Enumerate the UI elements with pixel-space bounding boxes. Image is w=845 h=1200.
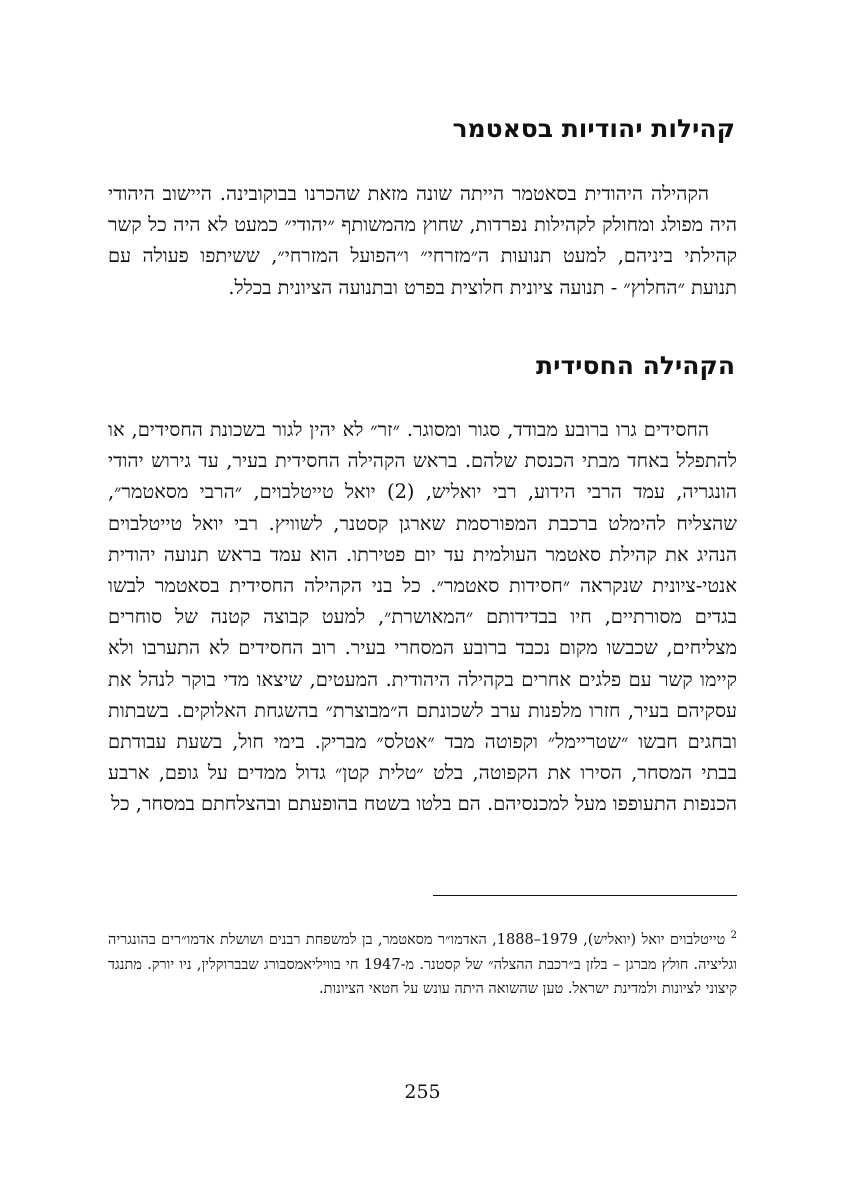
footnote-separator bbox=[433, 895, 737, 896]
paragraph-jewish-community bbox=[108, 178, 737, 303]
section-heading-jewish-communities: קהילות יהודיות בסאטמר bbox=[452, 114, 735, 143]
footnote bbox=[108, 928, 737, 1002]
page-number: 255 bbox=[404, 1081, 441, 1103]
footnote-marker: 2 bbox=[730, 930, 738, 942]
section-heading-hasidic-community: הקהילה החסידית bbox=[536, 351, 735, 380]
paragraph-hasidic-community-text: החסידים גרו ברובע מבודד, סגור ומסוגר. ״זר״ לא יהין לגור בשכונת החסידים, או להתפלל באחד מבתי הכנסת שלהם. בראש הקהילה החסידית בעיר, עד גירוש יהודי הונגריה, עמד הרבי הידוע, רבי יואליש, (2) יואל טייטלבוים, ״הרבי מסאטמר״, שהצליח להימלט ברכבת המפורסמת שארגן קסטנר, לשוויץ. רבי יואל טייטלבוים הנהיג את קהילת סאטמר העולמית עד יום פטירתו. הוא עמד בראש תנועה יהודית אנטי-ציונית שנקראה ״חסידות סאטמר״. כל בני הקהילה החסידית בסאטמר לבשו בגדים מסורתיים, חיו בבדידותם ״המאושרת״, למעט קבוצה קטנה של סוחרים מצליחים, שכבשו מקום נכבד ברובע המסחרי בעיר. רוב החסידים לא התערבו ולא קיימו קשר עם פלגים אחרים בקהילה היהודית. המעטים, שיצאו מדי בוקר לנהל את עסקיהם בעיר, חזרו מלפנות ערב לשכונתם ה״מבוצרת״ בהשגחת האלוקים. בשבתות ובחגים חבשו ״שטריימל״ וקפוטה מבד ״אטלס״ מבריק. בימי חול, בשעת עבודתם בבתי המסחר, הסירו את הקפוטה, בלט ״טלית קטן״ גדול ממדים על גופם, ארבע הכנפות התעופפו מעל למכנסיהם. הם בלטו בשטח בהופעתם ובהצלחתם במסחר, כל bbox=[108, 418, 738, 816]
footnote-text: טייטלבוים יואל (יואליש), 1979–1888, האדמו״ר מסאטמר, בן למשפחת רבנים ושושלת אדמו״רים בהונגריה וגליציה. חולץ מברגן – בלזן ב״רכבת ההצלה״ של קסטנר. מ-1947 חי בוויליאמסבורג שבברוקלין, ניו יורק. מתנגד קיצוני לציונות ולמדינת ישראל. טען שהשואה היתה עונש על חטאי הציונות. bbox=[108, 932, 737, 997]
paragraph-jewish-community-text: הקהילה היהודית בסאטמר הייתה שונה מזאת שהכרנו בבוקובינה. היישוב היהודי היה מפולג ומחולק לקהילות נפרדות, שחוץ מהמשותף ״יהודי״ כמעט לא היה כל קשר קהילתי ביניהם, למעט תנועות ה״מזרחי״ ו״הפועל המזרחי״, ששיתפו פעולה עם תנועת ״החלוץ״ - תנועה ציונית חלוצית בפרט ובתנועה הציונית בכלל. bbox=[108, 182, 737, 299]
paragraph-hasidic-community bbox=[108, 414, 737, 820]
